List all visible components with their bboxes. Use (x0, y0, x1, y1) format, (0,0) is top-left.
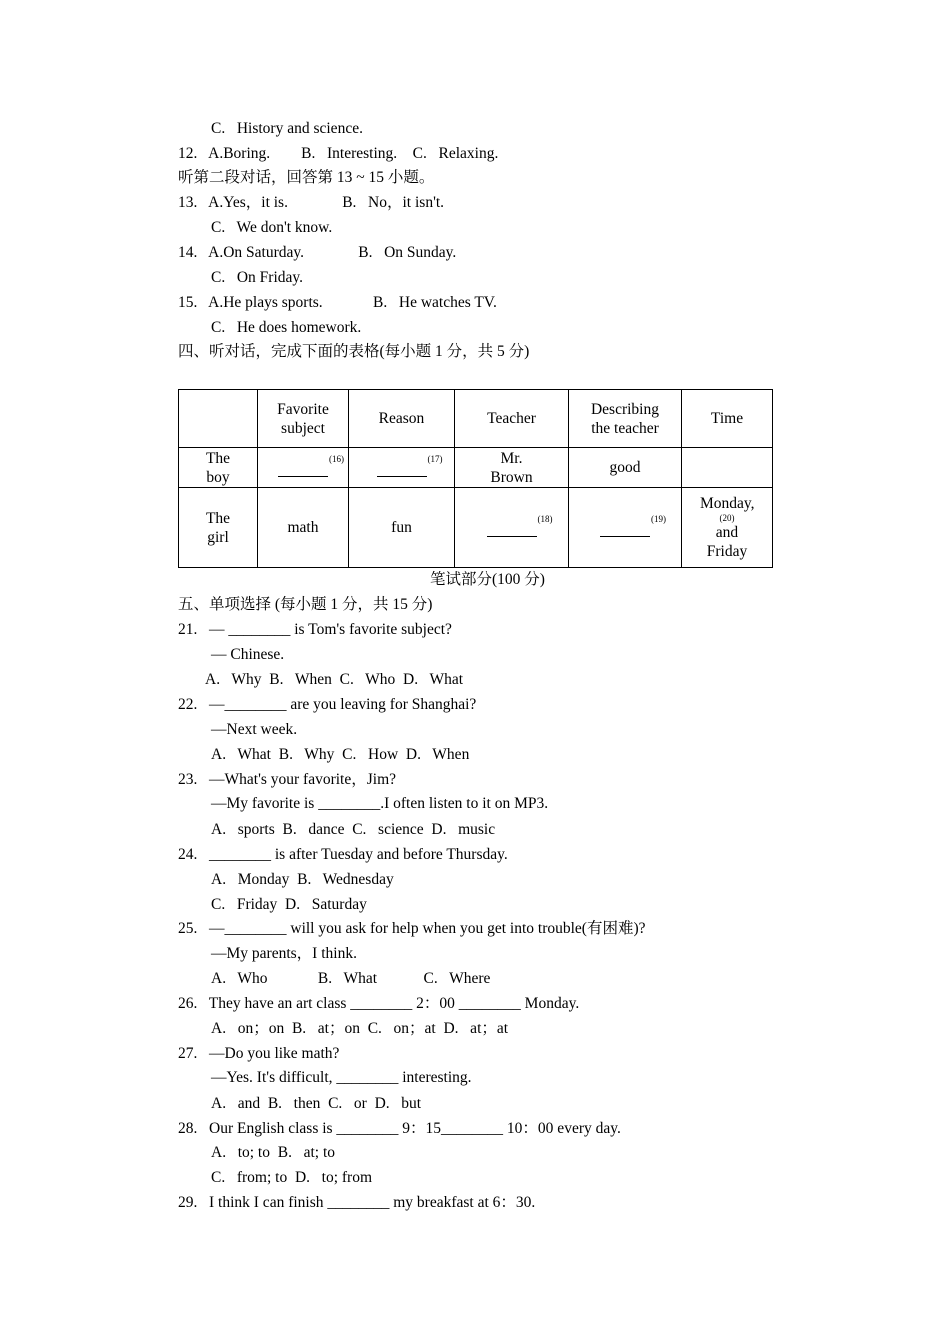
text-line: 15. A.He plays sports. B. He watches TV. (178, 294, 497, 311)
girl-reason: fun (349, 488, 455, 568)
time-friday: and Friday (706, 524, 748, 560)
text-line: A. Monday B. Wednesday (211, 871, 394, 888)
text-line: 21. — ________ is Tom's favorite subject? (178, 621, 452, 638)
text-line: 笔试部分(100 分) (430, 571, 545, 588)
text-line: A. What B. Why C. How D. When (211, 746, 470, 763)
boy-time (682, 448, 773, 488)
header-time: Time (682, 390, 773, 448)
text-line: 24. ________ is after Tuesday and before Thursday. (178, 846, 508, 863)
header-describing: Describing the teacher (569, 390, 682, 448)
text-line: A. sports B. dance C. science D. music (211, 821, 496, 838)
text-line: 28. Our English class is ________ 9：15________ 10：00 every day. (178, 1120, 621, 1137)
text-line: C. Friday D. Saturday (211, 896, 367, 913)
text-line: 25. —________ will you ask for help when you get into trouble(有困难)? (178, 920, 646, 937)
header-favorite-subject: Favorite subject (258, 390, 349, 448)
text-line: 29. I think I can finish ________ my breakfast at 6：30. (178, 1194, 536, 1211)
text-line: 12. A.Boring. B. Interesting. C. Relaxing. (178, 145, 499, 162)
text-line: C. He does homework. (211, 319, 362, 336)
row-label-boy: The boy (179, 448, 258, 488)
blank-20: (20) (719, 513, 735, 523)
text-line: 13. A.Yes，it is. B. No，it isn't. (178, 194, 445, 211)
header-teacher: Teacher (455, 390, 569, 448)
blank-19: (19) (569, 488, 682, 568)
text-line: —Next week. (211, 721, 298, 738)
text-line: 听第二段对话，回答第 13 ~ 15 小题。 (178, 169, 435, 186)
text-line: —My favorite is ________.I often listen to it on MP3. (211, 795, 549, 812)
text-line: 五、单项选择 (每小题 1 分，共 15 分) (178, 596, 433, 613)
text-line: 14. A.On Saturday. B. On Sunday. (178, 244, 457, 261)
text-line: 26. They have an art class ________ 2：00 ________ Monday. (178, 995, 580, 1012)
row-label-girl: The girl (179, 488, 258, 568)
boy-describe: good (569, 448, 682, 488)
text-line: A. on；on B. at；on C. on；at D. at；at (211, 1020, 509, 1037)
blank-16: (16) (258, 448, 349, 488)
boy-teacher: Mr. Brown (455, 448, 569, 488)
text-line: C. On Friday. (211, 269, 303, 286)
blank-18: (18) (455, 488, 569, 568)
header-reason: Reason (349, 390, 455, 448)
table-row-boy (179, 448, 773, 488)
blank-17: (17) (349, 448, 455, 488)
text-line: 27. —Do you like math? (178, 1045, 340, 1062)
text-line: 23. —What's your favorite，Jim? (178, 771, 397, 788)
text-line: 22. —________ are you leaving for Shanghai? (178, 696, 477, 713)
girl-subject: math (258, 488, 349, 568)
text-line: C. History and science. (211, 120, 363, 137)
time-monday: Monday, (700, 495, 755, 512)
text-line: C. from; to D. to; from (211, 1169, 373, 1186)
text-line: — Chinese. (211, 646, 285, 663)
text-line: A. Who B. What C. Where (211, 970, 491, 987)
text-line: C. We don't know. (211, 219, 333, 236)
text-line: A. to; to B. at; to (211, 1144, 335, 1161)
text-line: —My parents，I think. (211, 945, 357, 962)
header-empty (179, 390, 258, 448)
text-line: A. and B. then C. or D. but (211, 1095, 422, 1112)
table-header-row (179, 390, 773, 448)
text-line: —Yes. It's difficult, ________ interesting. (211, 1069, 472, 1086)
table-row-girl (179, 488, 773, 568)
text-line: A. Why B. When C. Who D. What (205, 671, 464, 688)
girl-time (682, 488, 773, 568)
listening-table (178, 389, 772, 567)
text-line: 四、听对话，完成下面的表格(每小题 1 分，共 5 分) (178, 343, 530, 360)
